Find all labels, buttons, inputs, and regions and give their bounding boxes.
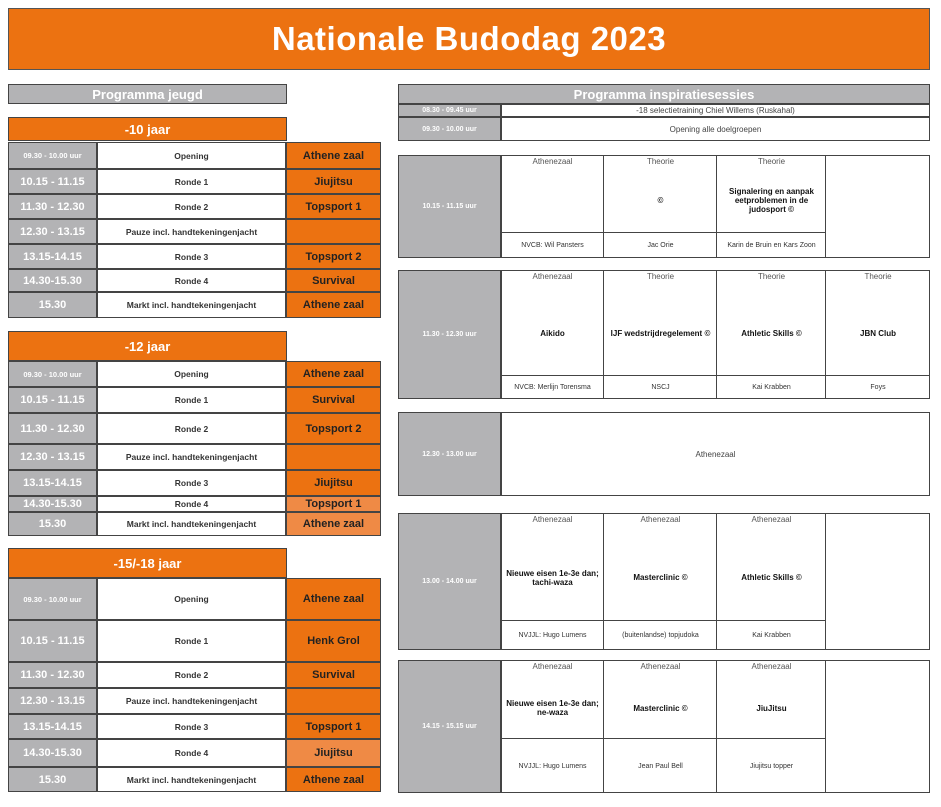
time-cell: 13.15-14.15	[8, 244, 97, 269]
location-cell: Jiujitsu	[286, 169, 381, 194]
session-location: Athenezaal	[532, 662, 573, 671]
location-cell: Athene zaal	[286, 361, 381, 387]
time-cell: 15.30	[8, 512, 97, 536]
activity-cell: Ronde 3	[97, 714, 286, 739]
insp-text-cell: Opening alle doelgroepen	[501, 117, 930, 141]
activity-cell: Pauze incl. handtekeningenjacht	[97, 219, 286, 244]
time-cell: 13.15-14.15	[8, 714, 97, 739]
session-title: Aikido	[540, 329, 565, 338]
time-cell: 09.30 - 10.00 uur	[8, 578, 97, 620]
session-title: Athletic Skills ©	[741, 573, 802, 582]
session-host: NSCJ	[604, 375, 717, 399]
page-title: Nationale Budodag 2023	[8, 8, 930, 70]
insp-block-time: 11.30 - 12.30 uur	[398, 270, 501, 399]
location-cell: Athene zaal	[286, 767, 381, 792]
insp-text-cell: -18 selectietraining Chiel Willems (Ruskahal)	[501, 104, 930, 117]
session-location: Theorie	[864, 272, 892, 281]
location-cell: Survival	[286, 387, 381, 413]
location-cell: Survival	[286, 269, 381, 292]
session-location: Athenezaal	[640, 515, 681, 524]
location-cell: Jiujitsu	[286, 739, 381, 767]
insp-block-time: 12.30 - 13.00 uur	[398, 412, 501, 496]
session-location: Athenezaal	[532, 515, 573, 524]
time-cell: 11.30 - 12.30	[8, 194, 97, 219]
session-title: Athletic Skills ©	[741, 329, 802, 338]
activity-cell: Markt incl. handtekeningenjacht	[97, 292, 286, 318]
insp-block-time: 14.15 - 15.15 uur	[398, 660, 501, 793]
activity-cell: Opening	[97, 578, 286, 620]
session-title: ©	[657, 196, 664, 205]
session-location: Theorie	[757, 272, 786, 281]
session-title	[505, 169, 600, 232]
time-cell: 14.30-15.30	[8, 496, 97, 512]
location-cell: Henk Grol	[286, 620, 381, 662]
session-host: NVJJL: Hugo Lumens	[501, 738, 604, 793]
activity-cell: Ronde 2	[97, 662, 286, 688]
time-cell: 12.30 - 13.15	[8, 219, 97, 244]
location-cell: Topsport 1	[286, 714, 381, 739]
session-title: Nieuwe eisen 1e-3e dan; ne-waza	[506, 699, 599, 717]
time-cell: 11.30 - 12.30	[8, 662, 97, 688]
session-location: Athenezaal	[751, 515, 792, 524]
location-cell: Athene zaal	[286, 578, 381, 620]
session-title: Masterclinic ©	[633, 703, 688, 713]
jeugd-header: Programma jeugd	[8, 84, 287, 104]
session-host: Jean Paul Bell	[604, 738, 717, 793]
time-cell: 10.15 - 11.15	[8, 620, 97, 662]
group-header: -12 jaar	[8, 331, 287, 361]
activity-cell: Ronde 3	[97, 470, 286, 496]
location-cell: Survival	[286, 662, 381, 688]
session-location: Athenezaal	[751, 662, 792, 671]
activity-cell: Pauze incl. handtekeningenjacht	[97, 688, 286, 714]
session-host: Kai Krabben	[717, 375, 826, 399]
insp-block-time: 13.00 - 14.00 uur	[398, 513, 501, 650]
session-location: Theorie	[646, 157, 675, 166]
location-cell	[286, 219, 381, 244]
activity-cell: Pauze incl. handtekeningenjacht	[97, 444, 286, 470]
time-cell: 11.30 - 12.30	[8, 413, 97, 444]
time-cell: 15.30	[8, 292, 97, 318]
group-header: -10 jaar	[8, 117, 287, 141]
session-host: Jiujitsu topper	[717, 738, 826, 793]
session-host: (buitenlandse) topjudoka	[604, 620, 717, 650]
session-location: Athenezaal	[532, 157, 573, 166]
time-cell: 12.30 - 13.15	[8, 688, 97, 714]
time-cell: 14.30-15.30	[8, 739, 97, 767]
activity-cell: Markt incl. handtekeningenjacht	[97, 767, 286, 792]
session-location: Theorie	[757, 157, 786, 166]
location-cell: Athene zaal	[286, 512, 381, 536]
session-host: Karin de Bruin en Kars Zoon	[717, 232, 826, 258]
session-location: Athenezaal	[532, 272, 573, 281]
session-location: Theorie	[646, 272, 675, 281]
activity-cell: Ronde 2	[97, 194, 286, 219]
session-title: IJF wedstrijdregelement ©	[610, 329, 711, 338]
insp-block-time: 10.15 - 11.15 uur	[398, 155, 501, 258]
time-cell: 09.30 - 10.00 uur	[8, 361, 97, 387]
time-cell: 13.15-14.15	[8, 470, 97, 496]
activity-cell: Opening	[97, 142, 286, 169]
insp-time-cell: 08.30 - 09.45 uur	[398, 104, 501, 117]
session-title: JBN Club	[860, 329, 896, 338]
activity-cell: Markt incl. handtekeningenjacht	[97, 512, 286, 536]
location-cell: Jiujitsu	[286, 470, 381, 496]
session-host: NVCB: Merlijn Torensma	[501, 375, 604, 399]
session-title: Signalering en aanpak eetproblemen in de judosport ©	[729, 187, 814, 214]
location-cell: Topsport 1	[286, 496, 381, 512]
time-cell: 10.15 - 11.15	[8, 169, 97, 194]
session-host: NVCB: Wil Pansters	[501, 232, 604, 258]
activity-cell: Opening	[97, 361, 286, 387]
insp-header: Programma inspiratiesessies	[398, 84, 930, 104]
location-cell	[286, 444, 381, 470]
insp-time-cell: 09.30 - 10.00 uur	[398, 117, 501, 141]
location-cell: Athene zaal	[286, 142, 381, 169]
activity-cell: Ronde 1	[97, 620, 286, 662]
activity-cell: Ronde 4	[97, 269, 286, 292]
insp-single-cell: Athenezaal	[501, 412, 930, 496]
activity-cell: Ronde 1	[97, 169, 286, 194]
session-title: Nieuwe eisen 1e-3e dan; tachi-waza	[506, 568, 599, 587]
activity-cell: Ronde 1	[97, 387, 286, 413]
activity-cell: Ronde 2	[97, 413, 286, 444]
session-host: Jac Orie	[604, 232, 717, 258]
group-header: -15/-18 jaar	[8, 548, 287, 578]
session-host: Kai Krabben	[717, 620, 826, 650]
activity-cell: Ronde 4	[97, 496, 286, 512]
activity-cell: Ronde 3	[97, 244, 286, 269]
session-title: JiuJitsu	[756, 703, 787, 713]
session-title: Masterclinic ©	[633, 573, 688, 582]
session-location: Athenezaal	[640, 662, 681, 671]
time-cell: 10.15 - 11.15	[8, 387, 97, 413]
location-cell: Topsport 2	[286, 244, 381, 269]
time-cell: 09.30 - 10.00 uur	[8, 142, 97, 169]
location-cell: Athene zaal	[286, 292, 381, 318]
location-cell: Topsport 2	[286, 413, 381, 444]
time-cell: 15.30	[8, 767, 97, 792]
time-cell: 12.30 - 13.15	[8, 444, 97, 470]
session-host: Foys	[826, 375, 930, 399]
location-cell: Topsport 1	[286, 194, 381, 219]
session-host: NVJJL: Hugo Lumens	[501, 620, 604, 650]
time-cell: 14.30-15.30	[8, 269, 97, 292]
activity-cell: Ronde 4	[97, 739, 286, 767]
location-cell	[286, 688, 381, 714]
